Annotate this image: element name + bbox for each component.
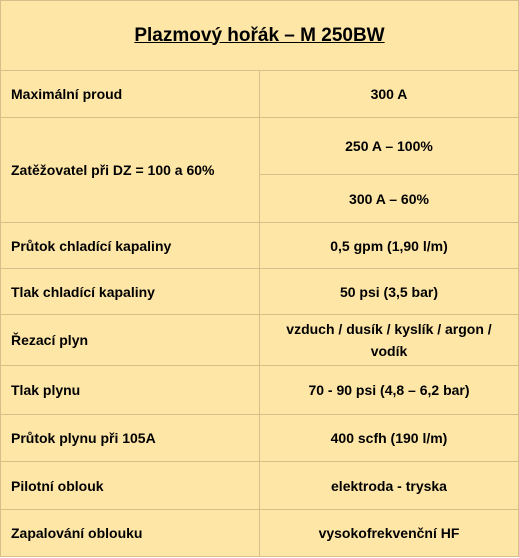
row-value: 50 psi (3,5 bar): [260, 269, 519, 315]
row-label: Zapalování oblouku: [1, 510, 260, 557]
row-label: Maximální proud: [1, 71, 260, 118]
table-row: [1, 315, 519, 366]
row-value: 300 A – 60%: [260, 175, 519, 223]
row-value: vzduch / dusík / kyslík / argon / vodík: [260, 315, 519, 366]
table-row: [1, 462, 519, 510]
row-value: 0,5 gpm (1,90 l/m): [260, 223, 519, 269]
row-value: 400 scfh (190 l/m): [260, 415, 519, 462]
table-title-cell: [1, 1, 519, 71]
table-row: [1, 269, 519, 315]
table-row: [1, 223, 519, 269]
table-title: Plazmový hořák – M 250BW: [134, 24, 385, 46]
row-label: Pilotní oblouk: [1, 462, 260, 510]
row-value: 250 A – 100%: [260, 118, 519, 175]
row-value: 300 A: [260, 71, 519, 118]
title-row: [1, 1, 519, 71]
table-row: [1, 71, 519, 118]
table-row: [1, 415, 519, 462]
row-label: Tlak chladící kapaliny: [1, 269, 260, 315]
row-label: Průtok chladící kapaliny: [1, 223, 260, 269]
table-row: [1, 510, 519, 557]
row-value: vysokofrekvenční HF: [260, 510, 519, 557]
row-label: Tlak plynu: [1, 366, 260, 415]
table-row: [1, 118, 519, 175]
row-label: Zatěžovatel při DZ = 100 a 60%: [1, 118, 260, 223]
row-value: elektroda - tryska: [260, 462, 519, 510]
row-label: Průtok plynu při 105A: [1, 415, 260, 462]
row-label: Řezací plyn: [1, 315, 260, 366]
row-value: 70 - 90 psi (4,8 – 6,2 bar): [260, 366, 519, 415]
table-row: [1, 366, 519, 415]
